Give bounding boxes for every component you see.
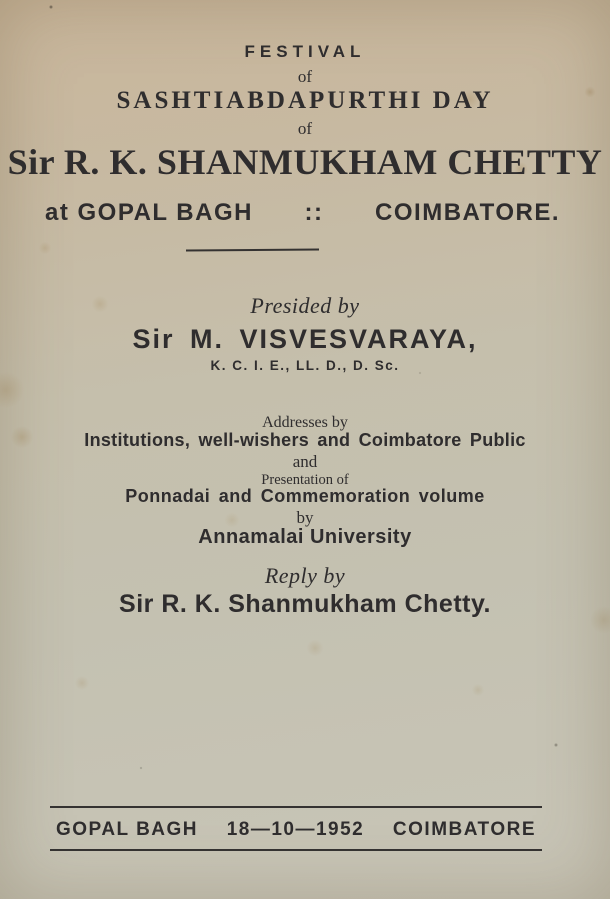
of-word-2: of [297, 119, 313, 138]
venue-separator: :: [304, 199, 324, 226]
festival-heading: FESTIVAL [244, 42, 366, 61]
president-honours: K. C. I. E., LL. D., D. Sc. [210, 358, 400, 373]
honoree-name-title: Sir R. K. SHANMUKHAM CHETTY [7, 142, 603, 182]
presenter-university: Annamalai University [198, 526, 412, 548]
venue-place: at GOPAL BAGH [45, 199, 253, 226]
reply-by-label: Reply by [264, 563, 346, 588]
day-title: SASHTIABDAPURTHI DAY [116, 87, 494, 114]
section-divider-rule [186, 249, 319, 252]
venue-row [0, 199, 610, 227]
of-word-1: of [297, 67, 313, 86]
footer-date: 18—10—1952 [226, 818, 365, 840]
footer-place-right: COIMBATORE [392, 818, 536, 840]
president-name: Sir M. VISVESVARAYA, [132, 324, 478, 354]
addresses-by-label: Addresses by [262, 414, 348, 431]
reply-speaker-name: Sir R. K. Shanmukham Chetty. [119, 590, 491, 618]
venue-city: COIMBATORE. [375, 199, 560, 226]
footer-strip [50, 806, 542, 851]
by-word: by [296, 508, 314, 527]
presentation-items-line: Ponnadai and Commemoration volume [125, 486, 485, 506]
and-word: and [292, 452, 318, 471]
addressers-line: Institutions, well-wishers and Coimbatore Public [84, 430, 526, 450]
footer-place-left: GOPAL BAGH [56, 818, 199, 840]
presided-by-label: Presided by [250, 293, 360, 318]
presentation-of-label: Presentation of [261, 472, 349, 488]
